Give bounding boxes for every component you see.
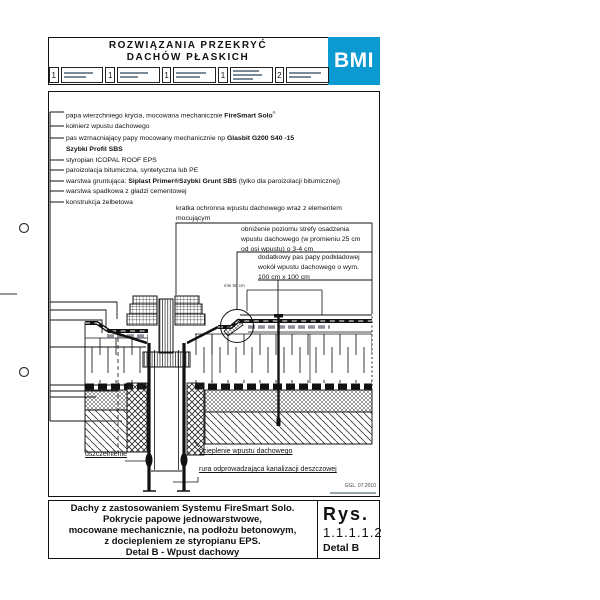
legend-item-gruntujaca: warstwa gruntująca: Siplast Primer®Szybki Grunt SBS (tylko dla paroizolacji bitumicznej) [66,178,340,185]
bmi-logo: BMI [328,37,380,85]
title-block-line3: mocowane mechanicznie, na podłożu betonowym, [68,525,297,536]
legend-item-styropian: styropian ICOPAL ROOF EPS [66,157,157,164]
legend-item-kolnierz: kołnierz wpustu dachowego [66,123,150,130]
fine-text-line [289,76,311,78]
fine-text-line [289,72,320,74]
fine-text-line [64,72,93,74]
label-ocieplenie: ocieplenie wpustu dachowego [199,448,293,455]
revision-row [49,67,329,83]
fine-text-line [176,72,205,74]
label-uszczelnienie: uszczelnienie [85,451,128,458]
rys-number: 1.1.1.1.2 [323,525,383,540]
legend-item-zelbet: konstrukcja żelbetowa [66,199,133,206]
title-block-line5: Detal B - Wpust dachowy [125,547,240,558]
fine-text-line [233,74,262,76]
revision-text-cell [173,67,216,83]
revision-text-cell [286,67,329,83]
revision-number: 1 [218,67,228,83]
label-rura: rura odprowadzająca kanalizacji deszczowej [199,466,337,473]
revision-number: 1 [49,67,59,83]
fine-text-line [233,78,253,80]
legend-item-pas: pas wzmacniający papy mocowany mechanicznie np Glasbit G200 S40 -15 [66,135,295,142]
revision-text-cell [61,67,104,83]
annotation-kratka: kratka ochronna wpustu dachowego wraz z elementem mocującym [176,205,342,222]
legend-item-spadkowa: warstwa spadkowa z gładzi cementowej [66,188,187,195]
fine-text-line [64,76,86,78]
sheet-title-line1: ROZWIĄZANIA PRZEKRYĆ [108,40,268,51]
title-block-line1: Dachy z zastosowaniem Systemu FireSmart Solo. [70,503,295,514]
title-block-line2: Pokrycie papowe jednowarstwowe, [103,514,262,525]
rys-label: Rys. [323,504,370,524]
fine-text-line [176,76,200,78]
dimension-min50-label: min 50 cm [224,283,245,288]
punch-holes [0,224,29,377]
revision-number: 2 [275,67,285,83]
date-stamp: GGL. 07.2010 [344,483,376,489]
legend-item-papa: papa wierzchniego krycia, mocowana mechanicznie FireSmart Solo® [66,110,276,120]
fine-print-line [330,492,376,494]
title-block-divider [317,500,318,559]
legend-item-pas-line2: Szybki Profil SBS [66,146,123,153]
rys-detail: Detal B [323,542,360,554]
fine-text-line [233,70,259,72]
fine-text-line [120,72,148,74]
legend-item-paroizolacja: paroizolacja bitumiczna, syntetyczna lub PE [66,167,199,174]
revision-text-cell [117,67,160,83]
annotation-dodatkowy: dodatkowy pas papy podkładowej wokół wpustu dachowego o wym. 100 cm x 100 cm [258,254,360,281]
fine-text-line [120,76,138,78]
revision-text-cell [230,67,273,83]
annotation-obnizenie: obniżenie poziomu strefy osadzenia wpustu dachowego (w promieniu 25 cm od osi wpustu) o 3-4 cm [241,226,361,253]
sheet-title-line2: DACHÓW PŁASKICH [126,52,250,63]
revision-number: 1 [105,67,115,83]
revision-number: 1 [162,67,172,83]
title-block-line4: z dociepleniem ze styropianu EPS. [104,536,261,547]
